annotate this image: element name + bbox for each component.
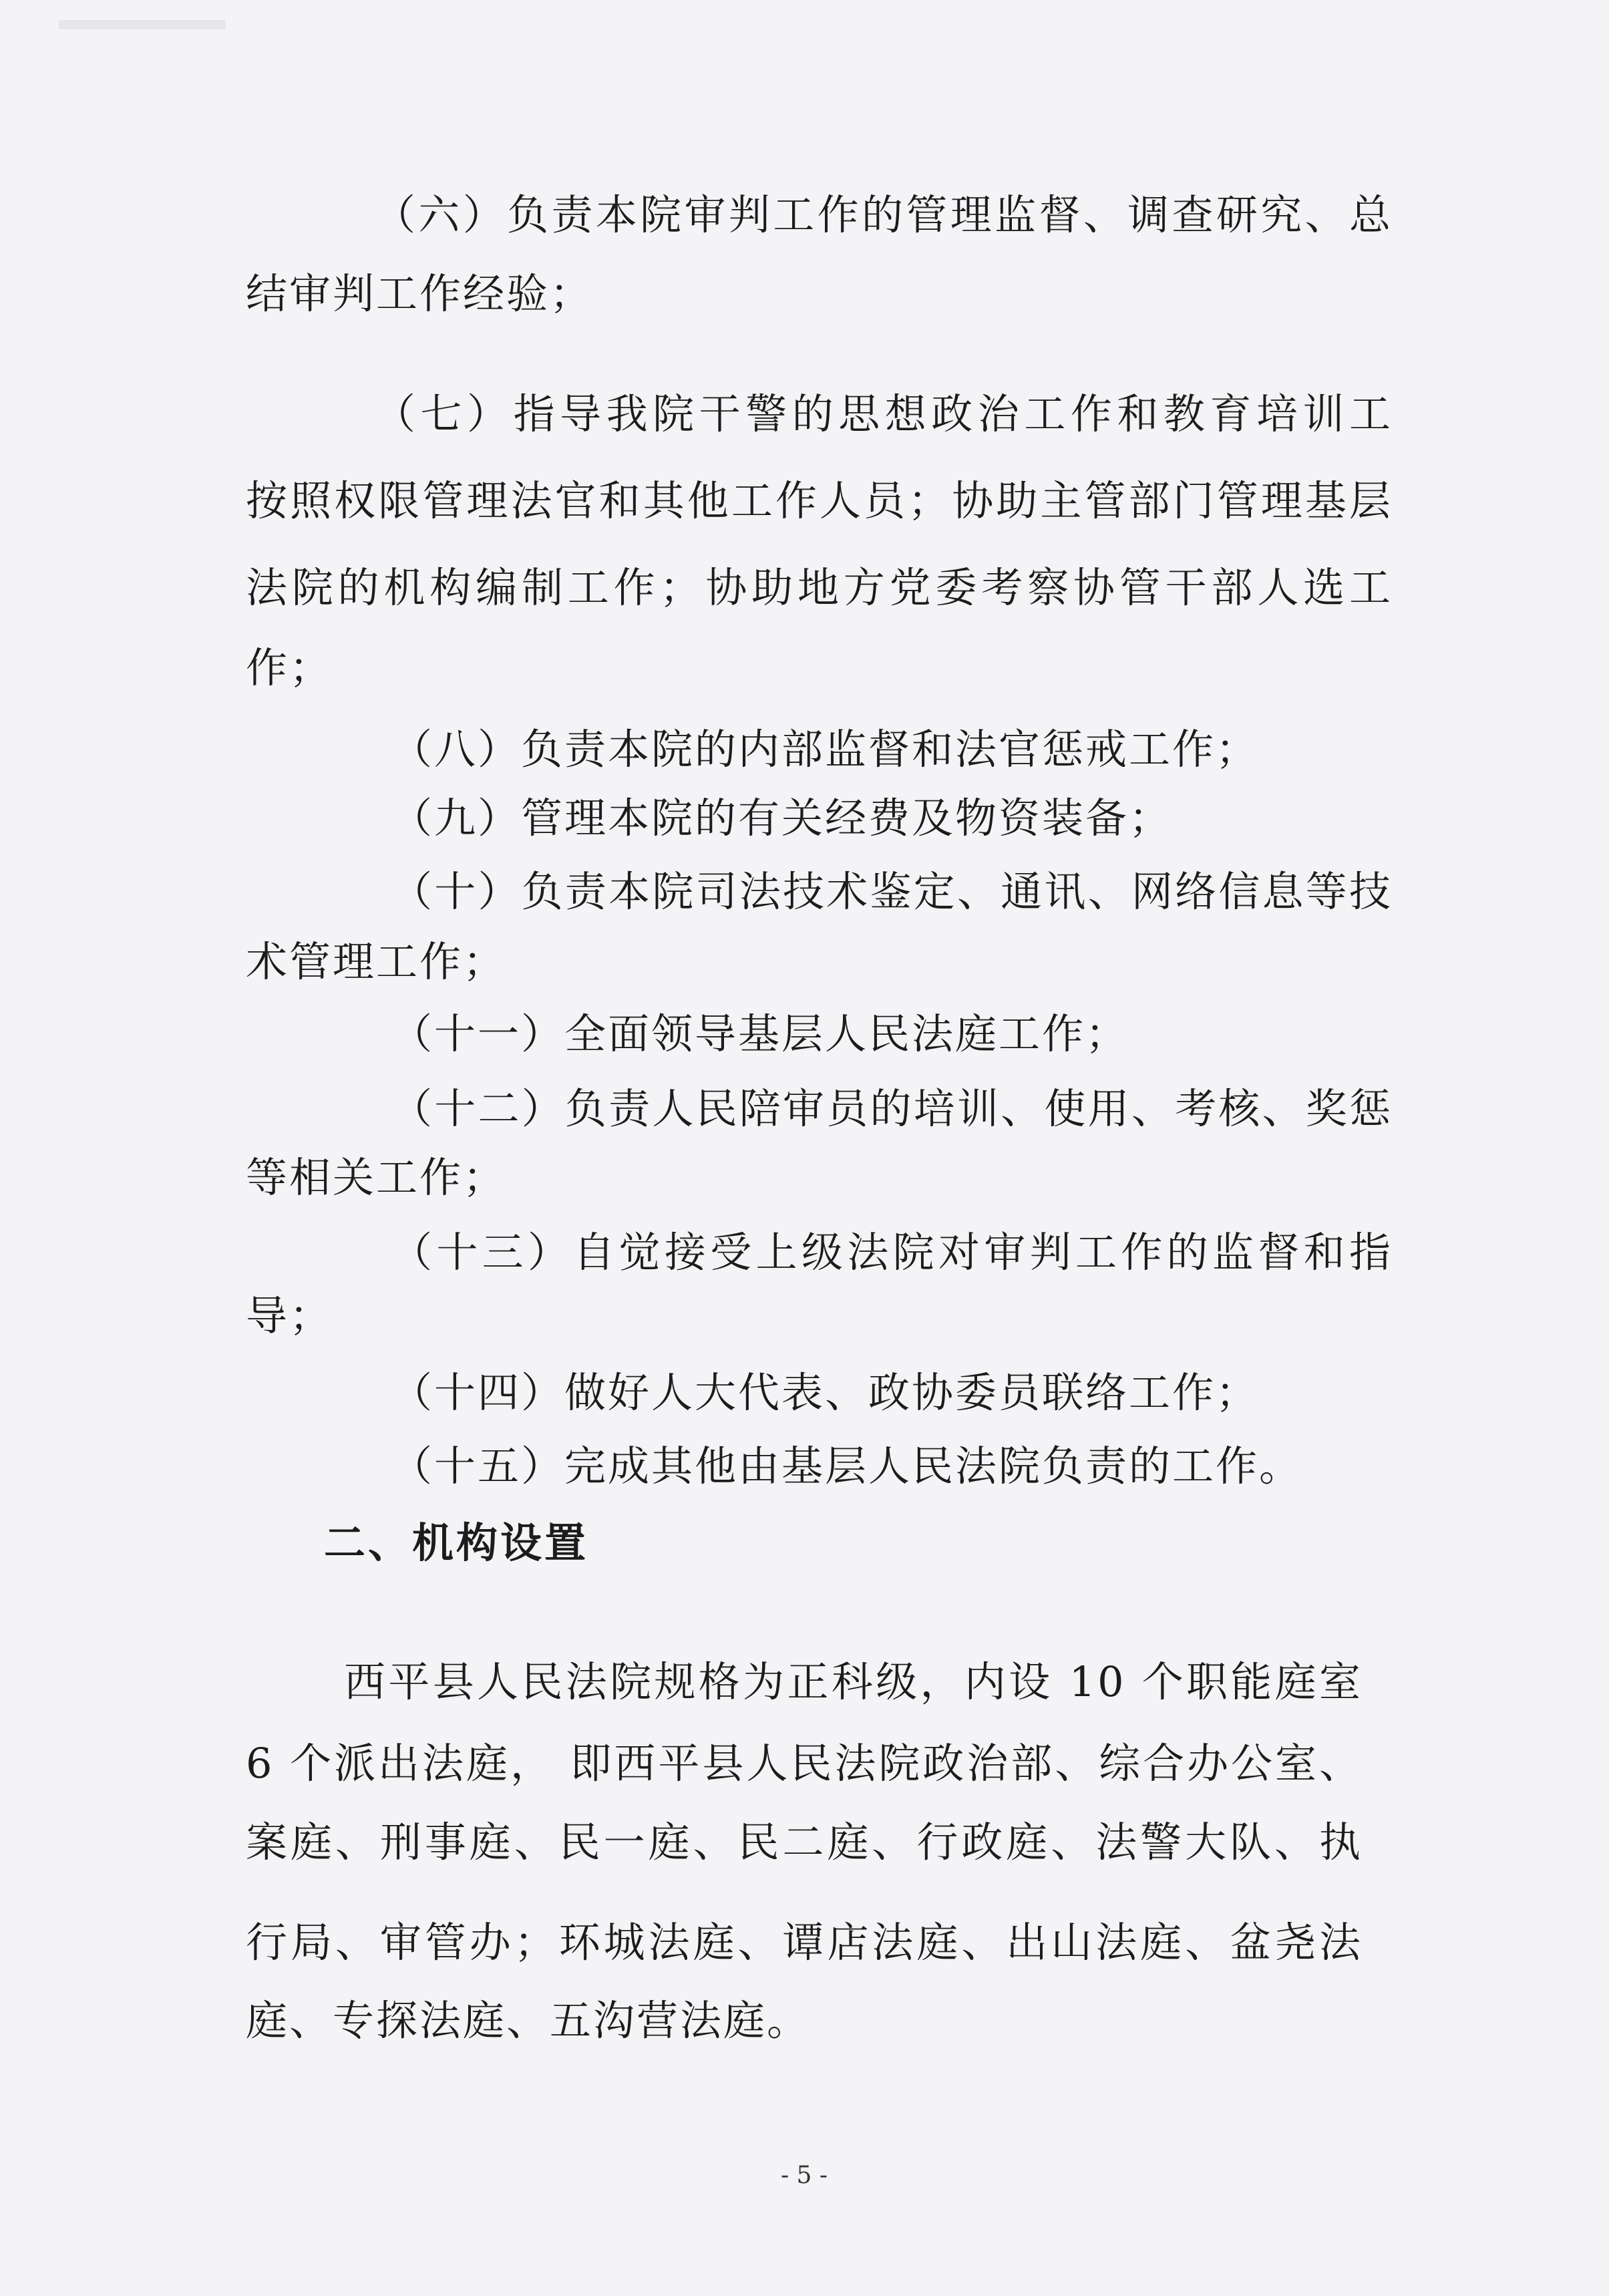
text-line: 6 个派出法庭， 即西平县人民法院政治部、综合办公室、	[246, 1739, 1363, 1788]
text-line: 行局、审管办；环城法庭、谭店法庭、出山法庭、盆尧法	[246, 1918, 1363, 1967]
text-line: （十五）完成其他由基层人民法院负责的工作。	[391, 1442, 1303, 1490]
text-line: 作；	[246, 643, 333, 692]
text-line: （十）负责本院司法技术鉴定、通讯、网络信息等技	[391, 867, 1393, 916]
text-line: 术管理工作；	[246, 937, 507, 986]
page-number: - 5 -	[780, 2162, 828, 2189]
text-line: 按照权限管理法官和其他工作人员；协助主管部门管理基层	[246, 476, 1393, 525]
text-line: 导；	[246, 1291, 333, 1340]
section-heading: 二、机构设置	[324, 1518, 589, 1567]
text-line: （十一）全面领导基层人民法庭工作；	[391, 1009, 1129, 1058]
text-line: 结审判工作经验；	[246, 269, 594, 318]
text-line: （九）管理本院的有关经费及物资装备；	[391, 794, 1173, 842]
text-line: （十三）自觉接受上级法院对审判工作的监督和指	[391, 1228, 1393, 1277]
text-line: 庭、专探法庭、五沟营法庭。	[246, 1996, 811, 2045]
text-line: （十四）做好人大代表、政协委员联络工作；	[391, 1368, 1260, 1417]
text-line: 法院的机构编制工作；协助地方党委考察协管干部人选工	[246, 563, 1393, 612]
text-line: （八）负责本院的内部监督和法官惩戒工作；	[391, 725, 1260, 774]
text-line: （六）负责本院审判工作的管理监督、调查研究、总	[374, 190, 1393, 239]
text-line: 西平县人民法院规格为正科级，内设 10 个职能庭室	[344, 1657, 1363, 1706]
text-line: （七）指导我院干警的思想政治工作和教育培训工	[374, 389, 1393, 438]
text-line: 等相关工作；	[246, 1153, 507, 1202]
text-line: （十二）负责人民陪审员的培训、使用、考核、奖惩	[391, 1084, 1393, 1133]
text-line: 案庭、刑事庭、民一庭、民二庭、行政庭、法警大队、执	[246, 1818, 1363, 1866]
scan-artifact	[59, 20, 226, 29]
